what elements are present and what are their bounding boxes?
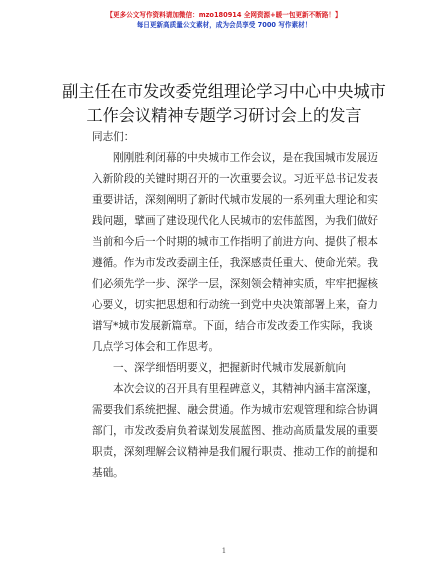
promo-banner-line-1: 【更多公文写作资料请加微信：mzo180914 全网资源+暖一包更新不断路！】 [106,11,342,19]
document-title-line-1: 副主任在市发改委党组理论学习中心中央城市 [62,82,386,101]
paragraph-line: 当前和今后一个时期的城市工作指明了前进方向、提供了根本 [92,236,379,248]
document-title [0,80,448,128]
paragraph-line: 基础。 [92,467,124,479]
page-number: 1 [221,547,227,555]
section-heading-text: 一、深学细悟明要义，把握新时代城市发展新航向 [113,362,347,374]
paragraph-line: 本次会议的召开具有里程碑意义，其精神内涵丰富深邃， [113,383,378,395]
paragraph-line: 几点学习体会和工作思考。 [92,341,220,353]
paragraph-line: 们必须先学一步、深学一层，深刻领会精神实质，牢牢把握核 [92,278,379,290]
section-heading-1 [92,358,384,379]
promo-banner-line-2: 每日更新高质量公文素材，成为会员享受 7000 写作素材！ [136,21,312,29]
paragraph-line: 践问题，擘画了建设现代化人民城市的宏伟蓝图，为我们做好 [92,215,379,227]
paragraph-line: 刚刚胜利闭幕的中央城市工作会议，是在我国城市发展迈 [113,152,378,164]
paragraph-line: 重要讲话，深刻阐明了新时代城市发展的一系列重大理论和实 [92,194,379,206]
paragraph-line: 职责，深刻理解会议精神是我们履行职责、推动工作的前提和 [92,446,379,458]
paragraph-line: 部门，市发改委肩负着谋划发展蓝图、推动高质量发展的重要 [92,425,379,437]
salutation: 同志们： [92,131,135,143]
paragraph-line: 需要我们系统把握、融会贯通。作为城市宏观管理和综合协调 [92,404,379,416]
paragraph-2 [92,379,384,484]
paragraph-1 [92,148,384,358]
document-body [92,127,384,484]
document-title-line-2: 工作会议精神专题学习研讨会上的发言 [86,106,362,125]
paragraph-line: 入新阶段的关键时期召开的一次重要会议。习近平总书记发表 [92,173,379,185]
promo-banner [0,10,448,30]
paragraph-line: 心要义，切实把思想和行动统一到党中央决策部署上来，奋力 [92,299,379,311]
paragraph-line: 遵循。作为市发改委副主任，我深感责任重大、使命光荣。我 [92,257,379,269]
paragraph-line: 谱写*城市发展新篇章。下面，结合市发改委工作实际，我谈 [92,320,373,332]
